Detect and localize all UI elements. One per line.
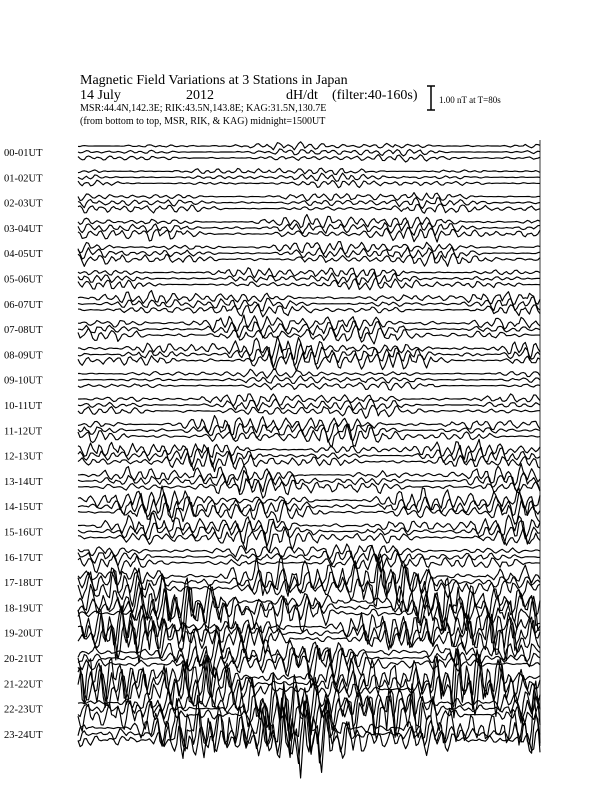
hour-label: 13-14UT [4,476,43,488]
hour-label: 10-11UT [4,401,43,412]
hour-label: 22-23UT [4,704,43,716]
trace-rik [78,423,540,442]
hour-label: 05-06UT [4,274,43,286]
trace-msr [78,227,540,242]
date-year: 2012 [186,88,214,103]
filter-label: (filter:40-160s) [332,88,418,103]
trace-kag [78,193,540,201]
trace-rik [78,470,540,491]
date-day: 14 July [80,88,121,103]
trace-kag [78,369,540,378]
trace-kag [78,142,540,150]
trace-kag [78,215,540,228]
hour-labels [4,148,43,741]
hour-label: 09-10UT [4,375,43,387]
hour-label: 20-21UT [4,654,43,665]
trace-kag [78,464,540,486]
trace-rows [78,142,540,778]
trace-msr [78,478,540,498]
hour-label: 02-03UT [4,198,43,210]
trace-rik [78,375,540,383]
trace-kag [78,291,540,305]
trace-rik [78,492,540,517]
hour-label: 23-24UT [4,729,43,741]
trace-kag [78,336,540,360]
hour-label: 06-07UT [4,299,43,311]
trace-kag [78,268,540,278]
trace-msr [78,155,540,162]
hour-label: 12-13UT [4,451,43,463]
hour-label: 03-04UT [4,223,43,235]
order-note: (from bottom to top, MSR, RIK, & KAG) midnight=1500UT [80,116,326,127]
hour-label: 01-02UT [4,173,43,185]
hour-label: 15-16UT [4,527,43,539]
scale-bar-label: 1.00 nT at T=80s [439,95,501,105]
quantity-label: dH/dt [286,88,318,103]
trace-rik [78,521,540,547]
trace-kag [78,439,540,459]
hour-label: 11-12UT [4,426,43,438]
hour-label: 14-15UT [4,502,43,514]
trace-rik [78,173,540,181]
scale-bar [427,86,501,110]
trace-msr [78,405,540,418]
hour-label: 19-20UT [4,628,43,640]
stations-line: MSR:44.4N,142.3E; RIK:43.5N,143.8E; KAG:31.5N,130.7E [80,103,327,114]
hour-label: 17-18UT [4,578,43,590]
trace-rik [78,272,540,285]
trace-msr [78,180,540,188]
hour-label: 21-22UT [4,679,43,691]
trace-rik [78,149,540,156]
hour-label: 08-09UT [4,350,43,362]
hour-label: 07-08UT [4,325,43,337]
trace-kag [78,416,540,436]
trace-msr [78,382,540,390]
trace-kag [78,544,540,561]
hour-label: 16-17UT [4,552,43,564]
chart-title: Magnetic Field Variations at 3 Stations in Japan [80,73,348,88]
hour-label: 04-05UT [4,249,43,261]
hour-label: 18-19UT [4,603,43,615]
hour-label: 00-01UT [4,148,43,159]
trace-kag [78,168,540,174]
